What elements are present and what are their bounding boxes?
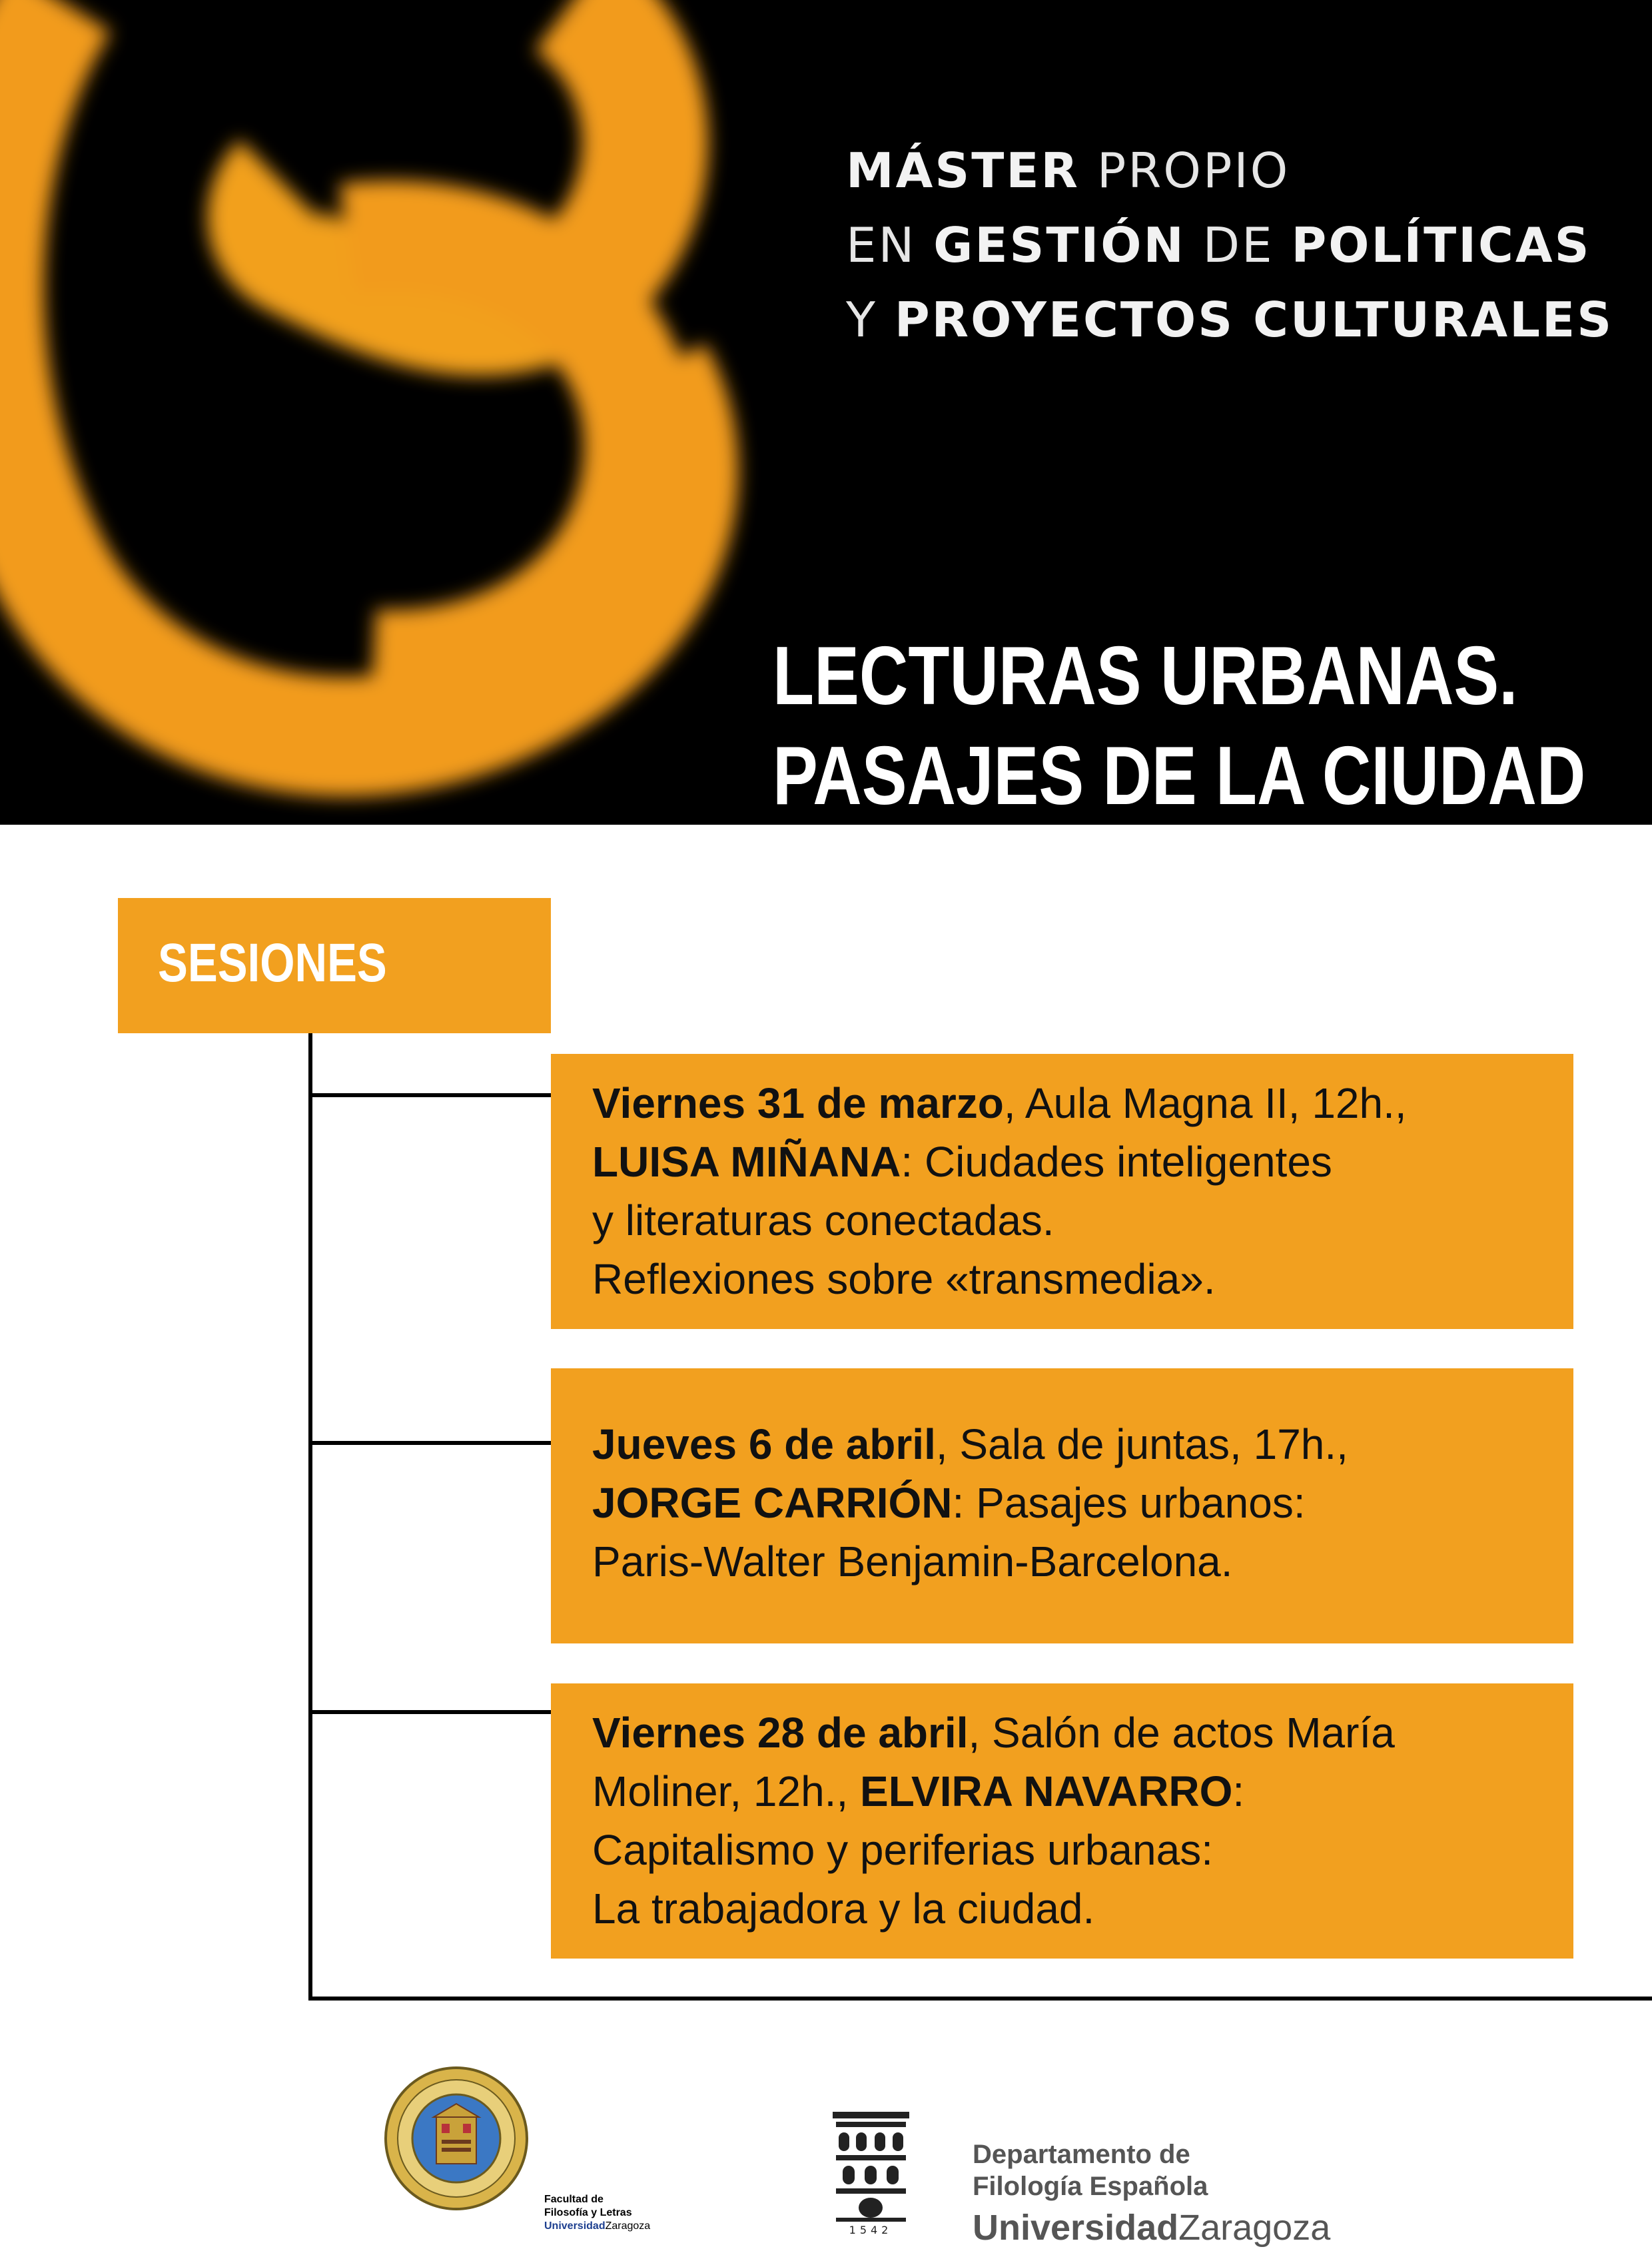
poster-header xyxy=(0,0,1652,825)
session-3-topic-2: Capitalismo y periferias urbanas: xyxy=(592,1826,1213,1874)
gestion-word: GESTIÓN xyxy=(933,217,1186,273)
session-card-1 xyxy=(551,1054,1573,1329)
proyectos-culturales-words: PROYECTOS CULTURALES xyxy=(894,292,1614,348)
department-logo-text xyxy=(973,2138,1330,2253)
event-title-line1: LECTURAS URBANAS. xyxy=(773,630,1518,722)
session-2-topic-2: Paris-Walter Benjamin-Barcelona. xyxy=(592,1538,1233,1585)
session-3-place: , Salón de actos María xyxy=(968,1709,1395,1757)
tower-year: 1542 xyxy=(849,2224,893,2235)
politicas-word: POLÍTICAS xyxy=(1291,217,1591,273)
dept-line-2: Filología Española xyxy=(973,2172,1208,2201)
session-1-topic-2: y literaturas conectadas. xyxy=(592,1196,1054,1244)
master-word: MÁSTER xyxy=(846,143,1080,199)
en-word: EN xyxy=(846,217,934,273)
university-tower-icon xyxy=(829,2108,913,2235)
faculty-city: Zaragoza xyxy=(605,2220,651,2232)
session-3-topic-3: La trabajadora y la ciudad. xyxy=(592,1885,1095,1933)
swirl-logo-graphic xyxy=(0,0,766,825)
session-3-date: Viernes 28 de abril xyxy=(592,1709,969,1757)
session-2-topic-1: : Pasajes urbanos: xyxy=(952,1479,1306,1527)
dept-university: Universidad xyxy=(973,2208,1179,2248)
sessions-heading: SESIONES xyxy=(158,933,387,993)
propio-word: PROPIO xyxy=(1079,143,1290,199)
event-title xyxy=(773,626,1585,825)
footer-logos xyxy=(0,2052,1652,2248)
session-2-speaker: JORGE CARRIÓN xyxy=(592,1479,953,1527)
event-title-line2: PASAJES DE LA CIUDAD xyxy=(773,730,1586,822)
timeline-bottom-line xyxy=(308,1997,1652,2001)
session-3-topic-1: : xyxy=(1232,1767,1245,1815)
university-seal-icon xyxy=(383,2065,530,2212)
timeline-branch-1 xyxy=(308,1093,551,1097)
y-word: Y xyxy=(846,292,895,348)
timeline-vertical-line xyxy=(308,1033,312,2001)
faculty-line-2: Filosofía y Letras xyxy=(544,2207,632,2218)
session-2-date: Jueves 6 de abril xyxy=(592,1420,936,1468)
session-3-text xyxy=(592,1703,1573,1938)
session-1-text xyxy=(592,1074,1573,1308)
de-word: DE xyxy=(1185,217,1292,273)
session-1-date: Viernes 31 de marzo xyxy=(592,1079,1004,1127)
session-2-place: , Sala de juntas, 17h., xyxy=(935,1420,1348,1468)
session-1-topic-3: Reflexiones sobre «transmedia». xyxy=(592,1255,1216,1303)
session-1-place: , Aula Magna II, 12h., xyxy=(1003,1079,1407,1127)
session-3-speaker: ELVIRA NAVARRO xyxy=(860,1767,1233,1815)
timeline-branch-2 xyxy=(308,1441,551,1445)
faculty-university: Universidad xyxy=(544,2220,606,2232)
timeline-branch-3 xyxy=(308,1710,551,1714)
session-1-topic-1: : Ciudades inteligentes xyxy=(901,1138,1332,1186)
sessions-heading-tab xyxy=(118,898,551,1033)
dept-line-1: Departamento de xyxy=(973,2140,1190,2169)
session-3-place-2: Moliner, 12h., xyxy=(592,1767,860,1815)
session-card-3 xyxy=(551,1683,1573,1959)
master-program-title xyxy=(846,133,1613,357)
faculty-line-1: Facultad de xyxy=(544,2194,604,2205)
faculty-logo-text xyxy=(544,2193,650,2233)
session-card-2 xyxy=(551,1368,1573,1643)
dept-city: Zaragoza xyxy=(1178,2208,1331,2248)
session-2-text xyxy=(592,1415,1573,1591)
session-1-speaker: LUISA MIÑANA xyxy=(592,1138,901,1186)
